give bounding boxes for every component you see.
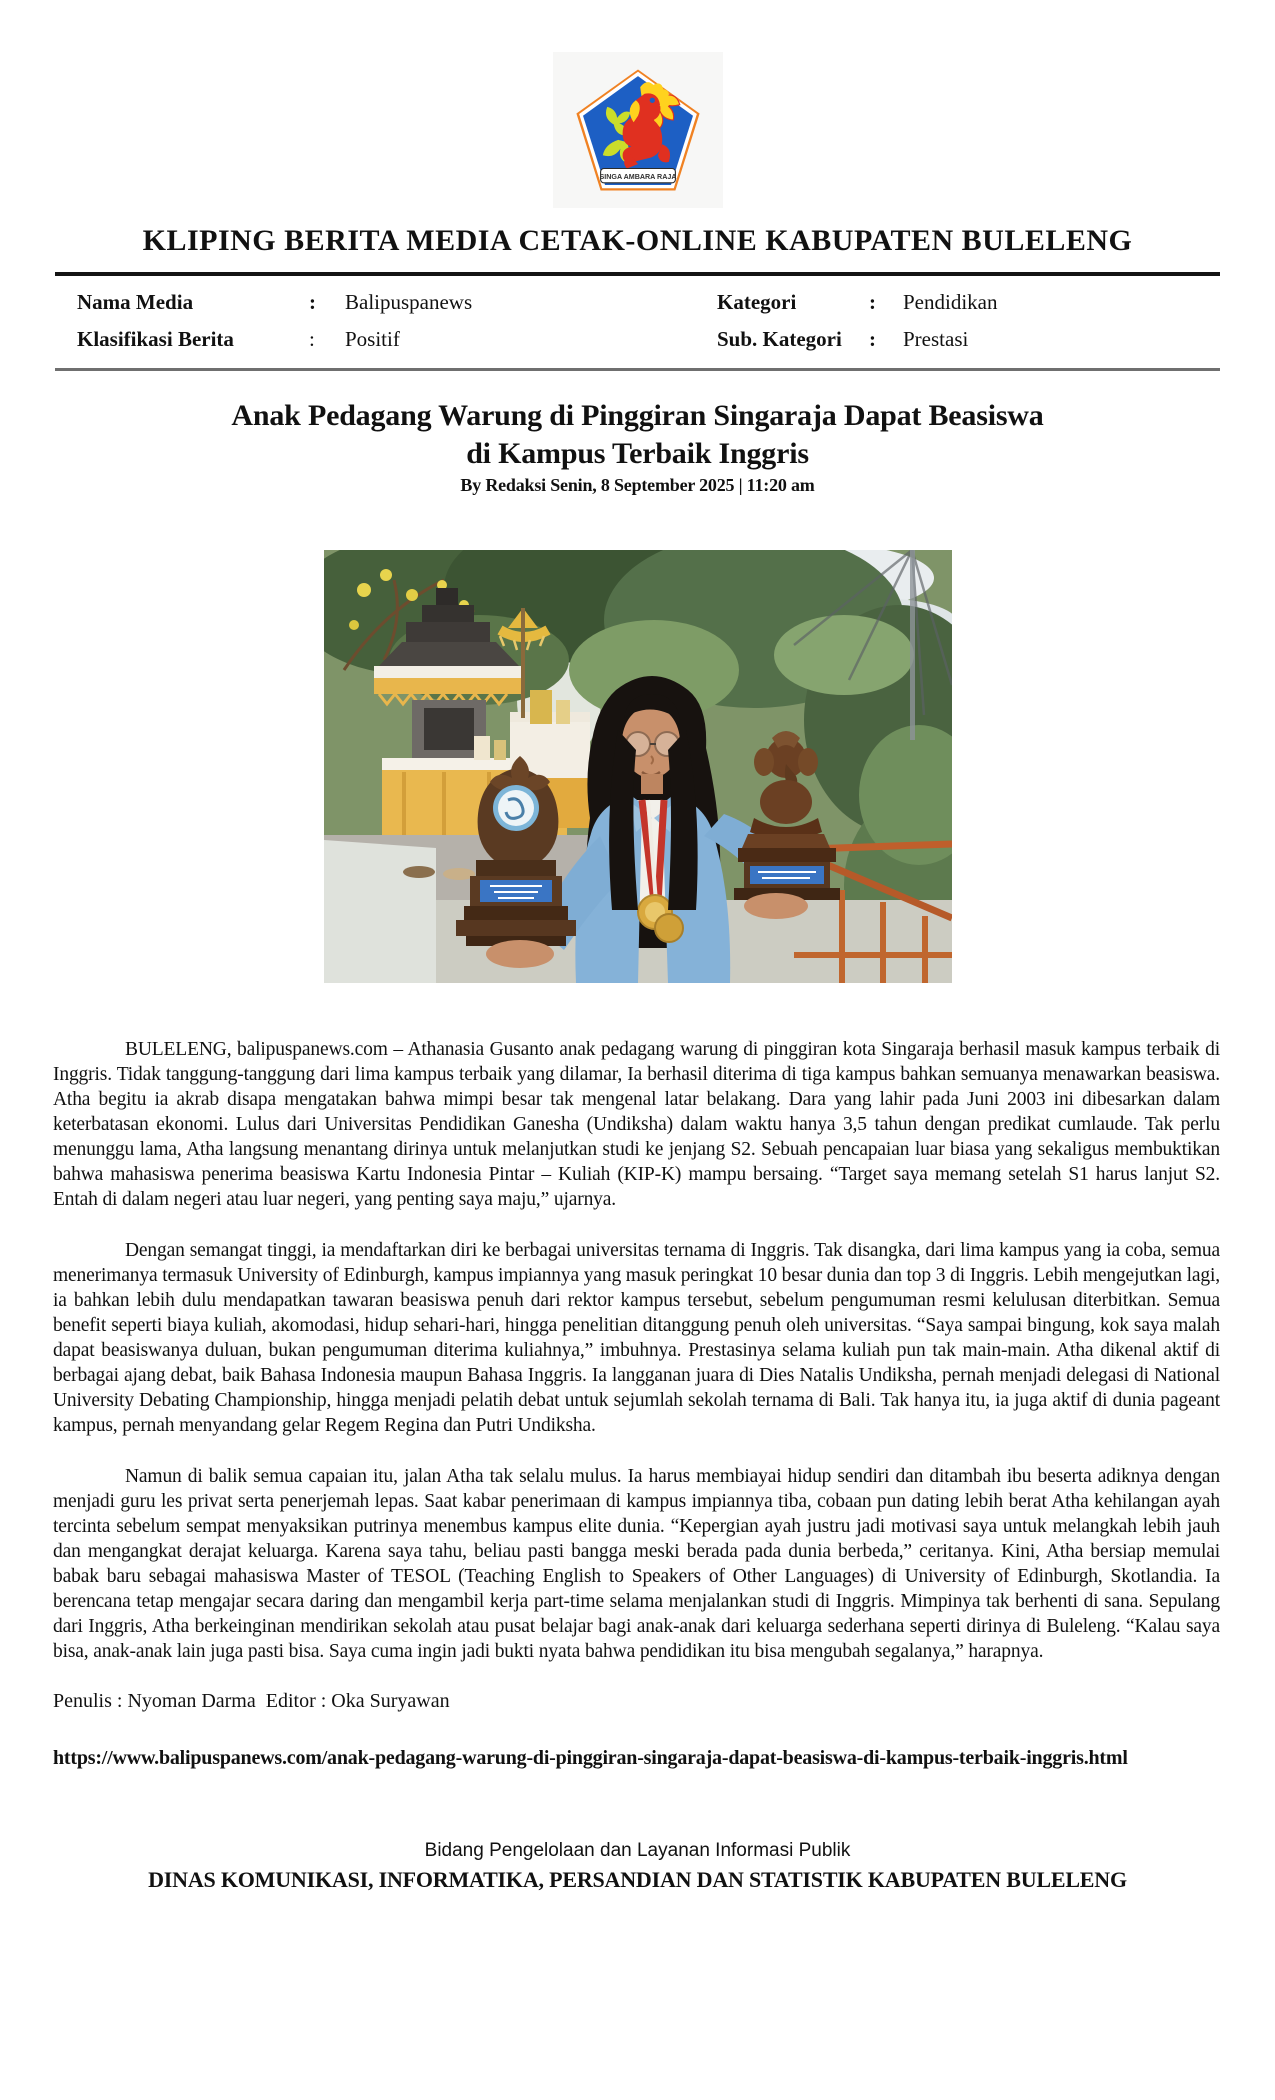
article-paragraph-1: BULELENG, balipuspanews.com – Athanasia Gusanto anak pedagang warung di pinggiran kota Singaraja berhasil masuk kampus terbaik di Inggris. Tidak tanggung-tanggung dari lima kampus terbaik yang dilamar, Ia berhasil diterima di tiga kampus bahkan semuanya menawarkan beasiswa. Atha begitu ia akrab disapa mengatakan bahwa mimpi besar tak mengenal latar belakang. Dara yang lahir pada Juni 2003 ini dibesarkan dalam keterbatasan ekonomi. Lulus dari Universitas Pendidikan Ganesha (Undiksha) dalam waktu hanya 3,5 tahun dengan predikat cumlaude. Tak perlu menunggu lama, Atha langsung menantang dirinya untuk melanjutkan studi ke jenjang S2. Sebuah pencapaian luar biasa yang sekaligus membuktikan bahwa mahasiswa penerima beasiswa Kartu Indonesia Pintar – Kuliah (KIP-K) mampu bersaing. “Target saya memang setelah S1 harus lanjut S2. Entah di dalam negeri atau luar negeri, yang penting saya maju,” ujarnya.: [53, 1039, 1220, 1210]
kategori-colon: :: [869, 290, 876, 314]
sub-kategori-colon: :: [869, 327, 876, 351]
klasifikasi-value: Positif: [345, 327, 400, 351]
metadata-table: [55, 272, 1220, 371]
article-title: [120, 397, 1155, 472]
buleleng-regency-emblem-logo: [553, 52, 723, 208]
article-title-line2: di Kampus Terbaik Inggris: [466, 436, 809, 470]
nama-media-value: Balipuspanews: [345, 290, 473, 314]
sub-kategori-value: Prestasi: [903, 327, 969, 351]
document-title: KLIPING BERITA MEDIA CETAK-ONLINE KABUPATEN BULELENG: [142, 224, 1133, 257]
source-url: https://www.balipuspanews.com/anak-pedagang-warung-di-pinggiran-singaraja-dapat-beasiswa-di-kampus-terbaik-inggris.html: [53, 1747, 1128, 1769]
footer-agency-line: DINAS KOMUNIKASI, INFORMATIKA, PERSANDIAN DAN STATISTIK KABUPATEN BULELENG: [148, 1867, 1127, 1892]
nama-media-colon: :: [309, 290, 316, 314]
klasifikasi-label: Klasifikasi Berita: [77, 327, 234, 351]
pentagon-lion-emblem-icon: [572, 67, 704, 193]
article-title-line1: Anak Pedagang Warung di Pinggiran Singaraja Dapat Beasiswa: [231, 399, 1044, 432]
bottom-divider: [55, 368, 1220, 371]
kategori-value: Pendidikan: [903, 290, 998, 314]
footer-division-line: Bidang Pengelolaan dan Layanan Informasi Publik: [424, 1840, 851, 1861]
author-editor-credits: Penulis : Nyoman Darma Editor : Oka Suryawan: [53, 1690, 450, 1712]
emblem-banner-text: SINGA AMBARA RAJA: [599, 172, 676, 181]
article-byline: By Redaksi Senin, 8 September 2025 | 11:20 am: [460, 475, 815, 495]
kategori-label: Kategori: [717, 290, 797, 314]
document-footer: [0, 1840, 1275, 1893]
article-body: [53, 1037, 1220, 1664]
photo-illustration: [324, 550, 952, 983]
article-photo: [324, 550, 952, 983]
article-paragraph-2: Dengan semangat tinggi, ia mendaftarkan diri ke berbagai universitas ternama di Inggris. Tak disangka, dari lima kampus yang ia coba, semua menerimanya termasuk University of Edinburgh, kampus impiannya yang masuk peringkat 10 besar dunia dan top 3 di Inggris. Lebih mengejutkan lagi, ia bahkan lebih dulu mendapatkan tawaran beasiswa penuh dari rektor kampus tersebut, sebelum pengumuman resmi kelulusan diterbitkan. Semua benefit seperti biaya kuliah, akomodasi, hidup sehari-hari, hingga penelitian ditanggung penuh oleh universitas. “Saya sampai bingung, kok saya malah dapat beasiswanya duluan, bukan pengumuman diterima kuliahnya,” imbuhnya. Prestasinya selama kuliah pun tak main-main. Atha dikenal aktif di berbagai ajang debat, baik Bahasa Indonesia maupun Bahasa Inggris. Ia langganan juara di Dies Natalis Undiksha, pernah menjadi delegasi di National University Debating Championship, hingga menjadi pelatih debat untuk sejumlah sekolah ternama di Bali. Tak hanya itu, ia juga aktif di dunia pageant kampus, pernah menyandang gelar Regem Regina dan Putri Undiksha.: [53, 1240, 1220, 1436]
article-paragraph-3: Namun di balik semua capaian itu, jalan Atha tak selalu mulus. Ia harus membiayai hidup sendiri dan ditambah ibu beserta adiknya dengan menjadi guru les privat serta penerjemah lepas. Saat kabar penerimaan di kampus impiannya tiba, cobaan pun dating lebih berat Atha kehilangan ayah tercinta sebelum sempat menyaksikan putrinya menembus kampus elite dunia. “Kepergian ayah justru jadi motivasi saya untuk melangkah lebih jauh dan mengangkat derajat keluarga. Karena saya tahu, beliau pasti bangga meski berada pada dunia berbeda,” ceritanya. Kini, Atha bersiap memulai babak baru sebagai mahasiswa Master of TESOL (Teaching English to Speakers of Other Languages) di University of Edinburgh, Skotlandia. Ia berencana tetap mengajar secara daring dan mengambil kerja part-time selama menjalankan studi di Inggris. Mimpinya tak berhenti di sana. Sepulang dari Inggris, Atha berkeinginan mendirikan sekolah atau pusat belajar bagi anak-anak dari keluarga sederhana seperti dirinya di Buleleng. “Kalau saya bisa, anak-anak lain juga pasti bisa. Saya cuma ingin jadi bukti nyata bahwa pendidikan itu bisa mengubah segalanya,” harapnya.: [53, 1466, 1220, 1662]
nama-media-label: Nama Media: [77, 290, 194, 314]
sub-kategori-label: Sub. Kategori: [717, 327, 842, 351]
klasifikasi-colon: :: [309, 327, 315, 351]
